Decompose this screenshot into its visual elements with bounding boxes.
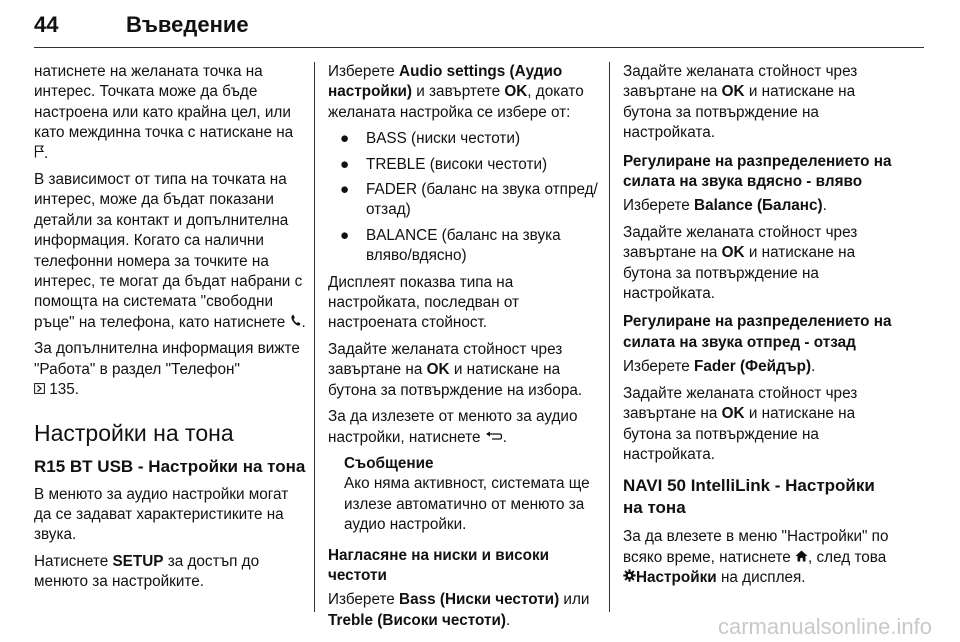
phone-icon xyxy=(290,314,302,327)
note-box xyxy=(344,454,600,536)
note-title: Съобщение xyxy=(344,454,434,472)
settings-list xyxy=(328,129,600,266)
list-item: ● BALANCE (баланс на звука вляво/вдясно) xyxy=(340,226,561,265)
flag-icon xyxy=(34,145,44,158)
paragraph: Задайте желаната стойност чрез завъртане на OK и натискане на бутона за потвърждение на настройката. xyxy=(623,384,858,463)
page-title: Въведение xyxy=(126,12,249,37)
paragraph: Изберете Fader (Фейдър). xyxy=(623,358,816,376)
watermark: carmanualsonline.info xyxy=(717,614,932,639)
header-rule xyxy=(34,47,924,48)
paragraph: Изберете Bass (Ниски честоти) или Treble (Високи честоти). xyxy=(328,591,590,629)
bullet: ● xyxy=(340,226,350,244)
back-icon xyxy=(485,431,503,442)
list-item: ● TREBLE (високи честоти) xyxy=(328,155,600,175)
paragraph: В зависимост от типа на точката на интерес, може да бъдат показани детайли за контакт и допълнителна информация. Когато са налични телефонни номера за точките на интерес, те могат да бъдат набрани с помощта на системата "свободни ръце" на телефона, като натиснете . xyxy=(34,171,306,331)
bullet: ● xyxy=(340,181,350,199)
column-1 xyxy=(34,62,306,599)
page-ref-icon xyxy=(34,383,45,394)
subsection-heading: Регулиране на разпределението на силата на звука отпред - отзад xyxy=(623,313,892,351)
paragraph: Изберете Balance (Баланс). xyxy=(623,197,827,215)
column-3 xyxy=(623,62,895,595)
column-divider-2 xyxy=(609,62,610,612)
list-item: ● BASS (ниски честоти) xyxy=(328,129,600,149)
bullet: ● xyxy=(340,130,350,148)
list-item: ● FADER (баланс на звука отпред/отзад) xyxy=(340,181,598,219)
paragraph: В менюто за аудио настройки могат да се задават характеристиките на звука. xyxy=(34,485,289,544)
column-divider-1 xyxy=(314,62,315,612)
section-heading: Настройки на тона xyxy=(34,419,234,446)
note-text: Ако няма активност, системата ще излезе автоматично от менюто за аудио настройки. xyxy=(344,475,590,534)
paragraph: Натиснете SETUP за достъп до менюто за настройките. xyxy=(34,552,260,591)
paragraph: Дисплеят показва типа на настройката, последван от настроената стойност. xyxy=(328,273,520,332)
column-2 xyxy=(328,62,600,637)
paragraph: За да излезете от менюто за аудио настройки, натиснете . xyxy=(328,408,578,446)
home-icon xyxy=(795,550,808,562)
subsection-heading: Регулиране на разпределението на силата на звука вдясно - вляво xyxy=(623,152,892,191)
subsection-heading: NAVI 50 IntelliLink - Настройки на тона xyxy=(623,476,875,518)
paragraph: Задайте желаната стойност чрез завъртане на OK и натискане на бутона за потвърждение на настройката. xyxy=(623,223,858,303)
paragraph: натиснете на желаната точка на интерес. Точката може да бъде настроена или като крайна цел, или като междинна точка с натискане на . xyxy=(34,63,294,162)
subsection-heading: R15 BT USB - Настройки на тона xyxy=(34,456,306,476)
paragraph: Изберете Audio settings (Аудио настройки) и завъртете OK, докато желаната настройка се избере от: xyxy=(328,63,584,121)
bullet: ● xyxy=(340,155,350,173)
paragraph: Задайте желаната стойност чрез завъртане на OK и натискане на бутона за потвърждение на избора. xyxy=(328,340,583,399)
setup-button-label: SETUP xyxy=(112,552,164,570)
page-header xyxy=(34,8,924,48)
subsection-heading: Нагласяне на ниски и високи честоти xyxy=(328,546,550,584)
paragraph: За допълнителна информация вижте "Работа" в раздел "Телефон" 135. xyxy=(34,340,300,399)
page-number: 44 xyxy=(34,12,59,37)
paragraph: Задайте желаната стойност чрез завъртане на OK и натискане на бутона за потвърждение на настройката. xyxy=(623,63,858,142)
paragraph: За да влезете в меню "Настройки" по всяко време, натиснете , след това Настройки на дисплея. xyxy=(623,528,889,587)
settings-gear-icon xyxy=(623,569,636,582)
